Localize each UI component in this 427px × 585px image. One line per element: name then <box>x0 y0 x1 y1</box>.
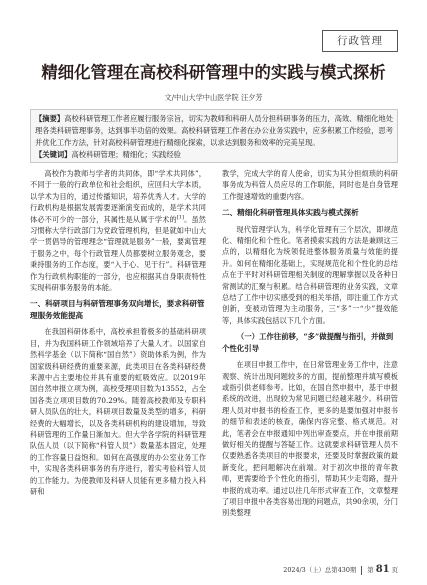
body-paragraph: 现代管理学认为，科学化管理有三个层次，即规范化、精细化和个性化。笔者摸索实践的方法是兼顾这三点的，以精细化为统领促进整体服务质量与效能的提升。如何在精细化基础上，实现规范化和个性化的总结点在于平时对科研管理相关制度的理解掌握以及各种日常测试的汇聚与积累。结合科研管理的业务实践，文章总结了工作中切实感受到的相关举措，即注重工作方式创新，变被动管理为主动服务，三“多”一“少”提效能等，具体实践包括以下几个方面。 <box>222 224 398 325</box>
right-column <box>222 168 398 554</box>
subsection-heading-1: （一）工作往前移，“多”做提醒与指引，并做到个性化引导 <box>222 332 394 353</box>
abstract-text: 高校科研管理工作者应履行服务宗旨，切实为教师和科研人员分担科研事务的压力，高效、精细化地处理各类科研管理事务，达到事半功倍的效果。高校科研管理工作者在办公业务实践中，应多积累工作经验，思考并优化工作方法，针对高校科研管理进行精细化探索，以求达到服务和效率的完美呈现。 <box>35 114 394 147</box>
author-line: 文/中山大学中山医学院 汪夕芳 <box>164 93 263 102</box>
paragraph-text: 。虽然习惯称大学行政部门为党政管理机构，但是就如中山大学一贯倡导的管理理念“管理就是服务”一般，要寓管理于服务之中，每个行政管理人员都要树立服务观念，要秉持服务的工作态度，要“入于心、见于行”。科研管理作为行政机构职能的一部分，也应根据其自身职责特性实现科研事务服务的本能。 <box>30 214 206 293</box>
section-heading-1: 一、科研项目与科研管理事务双向增长，要求科研管理服务效能提高 <box>30 299 205 320</box>
body-paragraph: 在我国科研体系中，高校承担着极多的基础科研项目，并为我国科研工作领域培养了大量人才。以国家自然科学基金（以下简称“国自然”）资助体系为例，作为国家级科研经费的重要来源，此类项目在各类科研经费来源中占主要地位并具有重要的虹吸效应。以2019年国自然申报立项为例，高校受理项目数为13552，占全国各类立项项目数的70.29%。随着高校教师及专职科研人员队伍的壮大，科研项目数量及类型的增多，科研经费的大幅增长，以及各类科研机构的建设增加，导致科研管理的工作量日渐加大。但大学各学院的科研管理队伍人员（以下简称“科管人员”）数量基本固定，处理的工作容量日益饱和。如何在高强度的办公室业务工作中，实现各类科研事务的有序进行，着实考验科管人员的工作能力。为使教师及科研人员能有更多精力投入科研和 <box>30 327 206 496</box>
abstract <box>35 113 393 149</box>
issue-info: 2024/3（上）总第430期 <box>283 566 357 574</box>
section-heading-2: 二、精细化科研管理具体实践与模式探析 <box>222 208 359 218</box>
section-tag: 行政管理 <box>322 30 398 52</box>
left-column <box>30 168 206 554</box>
page-number: 81 <box>375 564 390 575</box>
keywords-label: 【关键词】 <box>35 150 72 159</box>
body-paragraph <box>30 168 206 293</box>
abstract-label: 【摘要】 <box>35 114 65 123</box>
keywords-text: 高校科研管理；精细化；实践经验 <box>71 150 181 159</box>
citation-ref: [1] <box>176 214 184 221</box>
body-paragraph: 在项目申报工作中，在日常管理业务工作中，注意观察、统计出现问题较多的方面，提前整理并填写模板或指引供老师参考。比如，在国自然申报中，基于申报系统的改进，出现较为常见问题已经越来越少。科研管理人员对申报书的检查工作，更多的是要加强对申报书的细节和表述的核查，确保内容完整、格式规范。对此，笔者会在申报通知中列出审查要点，并在申报前期做好相关的提醒与答疑工作。这就要求科研管理人员不仅要熟悉各类项目的申报要求，还要及时掌握政策的最新变化，把问题解决在前端。对于初次申报的青年教师，更需要给予个性化的指引，帮助其少走弯路，提升申报的成功率。通过以往几年形式审查工作，文章整理了项目申报中各类容易出现的问题点，共90余项，分门别类整理 <box>222 360 398 518</box>
page-suffix: 页 <box>391 566 398 574</box>
article-title: 精细化管理在高校科研管理中的实践与模式探析 <box>41 63 386 82</box>
body-paragraph-continued: 教学，完成大学的育人使命，切实为其分担烦琐的科研事务成为科管人员应尽的工作职能，同时也是自身管理工作提速增效的重要内容。 <box>222 169 398 201</box>
footer-separator <box>361 566 362 575</box>
page-footer <box>283 563 398 577</box>
keywords <box>35 149 393 161</box>
abstract-box <box>30 109 398 163</box>
page-prefix: 第 <box>367 566 374 574</box>
paragraph-text: 高校作为教师与学者的共同体，即“学术共同体”，不同于一般的行政单位和社会组织，应回归大学本质，以学术为目的，通过传播知识，培养优秀人才。大学的行政机构是根据发展需要逐渐演变而成的，是学术共同体必不可少的一部分，其属性是从属于学术的 <box>30 169 206 224</box>
